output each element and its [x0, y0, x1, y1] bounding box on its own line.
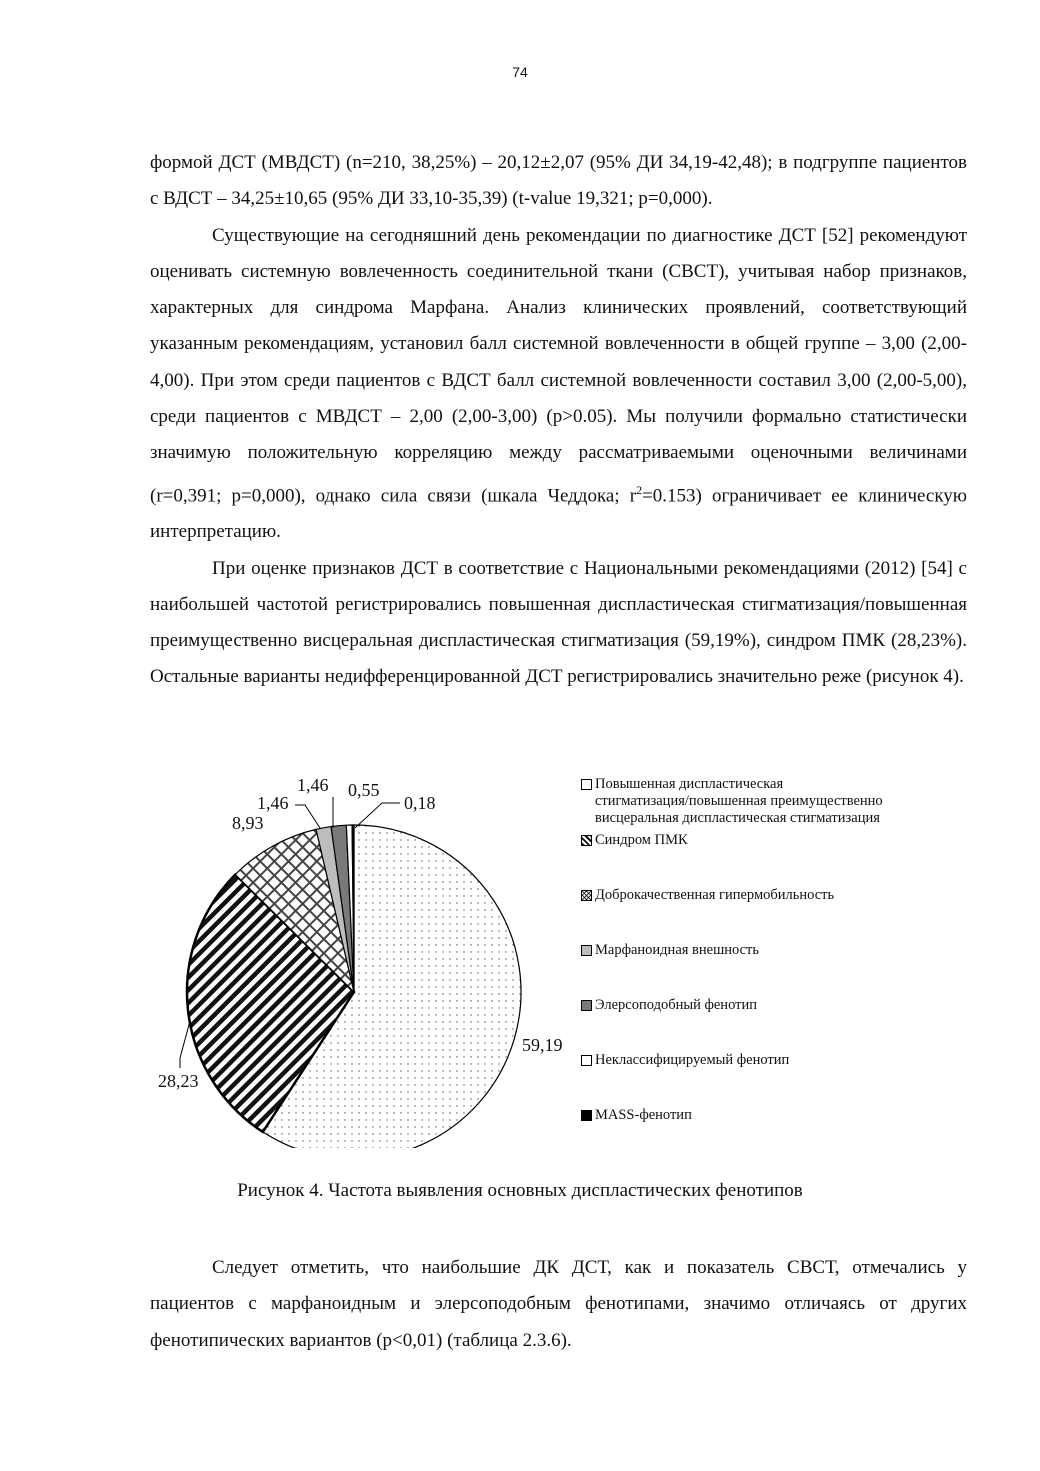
legend-label: Марфаноидная внешность	[595, 942, 760, 958]
paragraph-2-superscript: 2	[636, 482, 643, 497]
legend-item-pmk	[581, 832, 688, 849]
legend-label: MASS-фенотип	[595, 1107, 692, 1123]
page-number: 74	[512, 64, 528, 80]
legend-label: Неклассифицируемый фенотип	[595, 1052, 790, 1068]
data-label: 0,18	[404, 793, 436, 813]
leader-line	[180, 1021, 190, 1068]
legend-swatch-lightgray	[581, 945, 592, 956]
leader-line	[355, 803, 400, 828]
data-label: 28,23	[158, 1071, 199, 1091]
pie-chart-figure	[140, 768, 960, 1148]
data-label: 1,46	[297, 775, 329, 795]
paragraph-3: При оценке признаков ДСТ в соответствие с Национальными рекомендациями (2012) [54] с наибольшей частотой регистрировались повышенная диспластическая стигматизация/повышенная преимущественно висцеральная диспластическая стигматизация (59,19%), синдром ПМК (28,23%). Остальные варианты недифференцированной ДСТ регистрировались значительно реже (рисунок 4).	[150, 557, 967, 688]
legend-swatch-crosshatch	[581, 890, 592, 901]
legend-label: Синдром ПМК	[595, 832, 688, 848]
legend-label-line: стигматизация/повышенная преимущественно	[595, 793, 883, 809]
figure-caption: Рисунок 4. Частота выявления основных диспластических фенотипов	[237, 1180, 803, 1201]
legend-swatch-black	[581, 1110, 592, 1121]
legend-label	[595, 776, 883, 827]
legend-item-mass	[581, 1107, 692, 1124]
legend-label-line: Повышенная диспластическая	[595, 776, 784, 792]
data-label: 0,55	[348, 780, 380, 800]
leader-line	[295, 805, 320, 828]
paragraph-4: Следует отметить, что наибольшие ДК ДСТ, как и показатель СВСТ, отмечались у пациентов с марфаноидным и элерсоподобным фенотипами, значимо отличаясь от других фенотипических вариантов (p<0,01) (таблица 2.3.6).	[150, 1257, 967, 1351]
body-text-bottom	[150, 1250, 967, 1359]
body-text-top	[150, 145, 967, 696]
legend-swatch-striped	[581, 835, 592, 846]
legend-swatch-darkgray	[581, 1000, 592, 1011]
legend-swatch-white	[581, 1055, 592, 1066]
paragraph-1: формой ДСТ (МВДСТ) (n=210, 38,25%) – 20,12±2,07 (95% ДИ 34,19-42,48); в подгруппе пациентов с ВДСТ – 34,25±10,65 (95% ДИ 33,10-35,39) (t-value 19,321; p=0,000).	[150, 152, 967, 210]
legend-label: Элерсоподобный фенотип	[595, 997, 757, 1013]
legend-swatch-dotted	[581, 779, 592, 790]
data-label: 59,19	[522, 1035, 563, 1055]
legend-label: Доброкачественная гипермобильность	[595, 887, 835, 903]
paragraph-2-text-end: =0.153) ограничивает ее клиническую интерпретацию.	[150, 485, 967, 543]
legend-label-line: висцеральная диспластическая стигматизация	[595, 810, 880, 826]
data-label: 8,93	[232, 813, 264, 833]
paragraph-2	[150, 218, 967, 551]
paragraph-2-text: Существующие на сегодняшний день рекомендации по диагностике ДСТ [52] рекомендуют оценивать системную вовлеченность соединительной ткани (СВСТ), учитывая набор признаков, характерных для синдрома Марфана. Анализ клинических проявлений, соответствующий указанным рекомендациям, установил балл системной вовлеченности в общей группе – 3,00 (2,00-4,00). При этом среди пациентов с ВДСТ балл системной вовлеченности составил 3,00 (2,00-5,00), среди пациентов с МВДСТ – 2,00 (2,00-3,00) (p>0.05). Мы получили формально статистически значимую положительную корреляцию между рассматриваемыми оценочными величинами (r=0,391; p=0,000), однако сила связи (шкала Чеддока; r	[150, 224, 967, 506]
legend-item-hypermobility	[581, 887, 834, 904]
legend-item-stigmatization	[581, 776, 883, 827]
pie-chart	[140, 768, 580, 1148]
legend-item-ehlers	[581, 997, 757, 1014]
legend-item-marfanoid	[581, 942, 759, 959]
data-label: 1,46	[257, 793, 289, 813]
legend-item-unclassified	[581, 1052, 789, 1069]
